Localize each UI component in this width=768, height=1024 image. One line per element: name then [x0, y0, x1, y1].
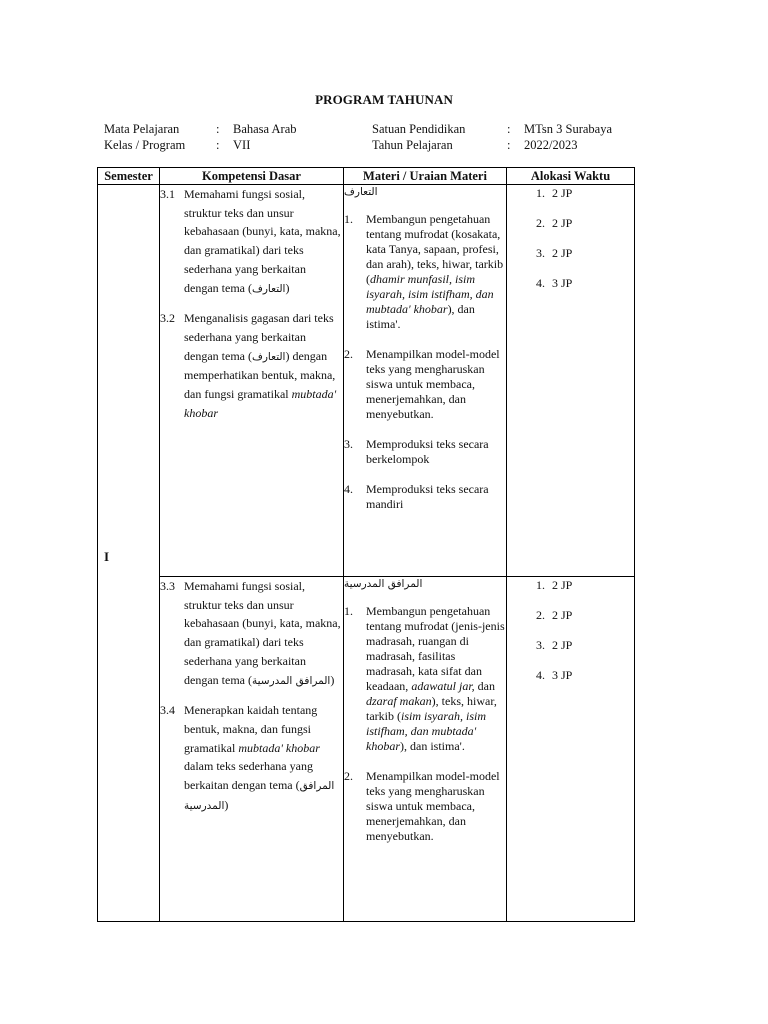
text-segment: Menampilkan model-model teks yang mengharuskan siswa untuk membaca, menerjemahkan, dan menyebutkan.: [366, 769, 500, 843]
materi-item: [344, 482, 506, 512]
materi-text: [366, 212, 506, 332]
semester-cell: [98, 185, 160, 922]
info-value: Bahasa Arab: [233, 122, 297, 136]
kd-number: 3.4: [160, 703, 175, 718]
alokasi-item: [507, 245, 634, 261]
italic-term: mubtada' khobar: [184, 387, 337, 420]
header-materi: Materi / Uraian Materi: [344, 168, 507, 185]
arabic-text: المرافق المدرسية: [251, 674, 331, 687]
text-segment: ), dan istima'.: [366, 302, 475, 331]
materi-item: [344, 604, 506, 754]
materi-text: [366, 347, 506, 422]
alokasi-waktu-cell: [507, 577, 635, 922]
italic-term: adawatul jar,: [411, 679, 475, 693]
text-segment: ): [330, 672, 335, 687]
kompetensi-dasar-cell: [160, 185, 344, 577]
text-segment: Menganalisis gagasan dari teks sederhana yang berkaitan dengan tema (: [184, 311, 334, 363]
info-left: [104, 122, 297, 153]
text-segment: Memproduksi teks secara berkelompok: [366, 437, 489, 466]
materi-number: 3.: [344, 437, 353, 451]
table-row: [98, 577, 635, 922]
kd-text: [184, 309, 343, 422]
kd-number: 3.1: [160, 187, 175, 201]
alokasi-waktu-cell: [507, 185, 635, 577]
arabic-text: التعارف: [251, 282, 286, 295]
materi-item: [344, 437, 506, 467]
info-colon: :: [216, 137, 220, 152]
kd-item: [160, 577, 343, 690]
materi-text: [366, 769, 506, 844]
alokasi-item: [507, 275, 634, 291]
materi-number: 2.: [344, 769, 353, 783]
header-kompetensi-dasar: Kompetensi Dasar: [160, 168, 344, 185]
info-value: VII: [233, 137, 251, 152]
alokasi-value: 2 JP: [552, 578, 573, 592]
info-colon: :: [216, 122, 220, 136]
text-segment: Memproduksi teks secara mandiri: [366, 482, 489, 511]
text-segment: Membangun pengetahuan tentang mufrodat (jenis-jenis madrasah, ruangan di madrasah, fasilitas madrasah, kata sifat dan keadaan,: [366, 604, 505, 693]
italic-term: dzaraf makan: [366, 694, 432, 708]
text-segment: dalam teks sederhana yang berkaitan dengan tema (: [184, 759, 313, 793]
info-right: [372, 122, 612, 153]
text-segment: Menampilkan model-model teks yang mengharuskan siswa untuk membaca, menerjemahkan, dan menyebutkan.: [366, 347, 500, 421]
italic-term: mubtada' khobar: [238, 740, 320, 755]
alokasi-number: 2.: [536, 608, 545, 622]
materi-theme-arabic: المرافق المدرسية: [344, 578, 423, 590]
materi-item: [344, 769, 506, 844]
text-segment: ) dengan memperhatikan bentuk, makna, dan fungsi gramatikal: [184, 348, 336, 402]
italic-term: dhamir munfasil, isim isyarah, isim istifham, dan mubtada' khobar: [366, 272, 494, 316]
info-row-satuan-pendidikan: [372, 122, 612, 138]
materi-theme-arabic: التعارف: [344, 186, 378, 198]
alokasi-value: 2 JP: [552, 608, 573, 622]
text-segment: Memahami fungsi sosial, struktur teks dan unsur kebahasaan (bunyi, kata, makna, dan gramatikal) dari teks sederhana yang berkaitan dengan tema (: [184, 579, 341, 687]
kd-text: [184, 577, 343, 690]
materi-item: [344, 347, 506, 422]
kd-item: [160, 309, 343, 422]
info-colon: :: [507, 137, 511, 152]
info-label: Satuan Pendidikan: [372, 122, 466, 136]
kd-item: [160, 185, 343, 298]
alokasi-value: 2 JP: [552, 638, 573, 652]
italic-term: isim isyarah, isim istifham, dan mubtada' khobar: [366, 709, 487, 753]
info-row-mata-pelajaran: [104, 122, 297, 138]
kd-number: 3.3: [160, 579, 175, 593]
semester-label: I: [104, 549, 110, 564]
alokasi-value: 3 JP: [552, 276, 573, 290]
kd-text: [184, 185, 343, 298]
alokasi-number: 3.: [536, 246, 545, 260]
arabic-text: المرافق المدرسية: [184, 780, 335, 812]
materi-text: [366, 437, 506, 467]
materi-item: [344, 212, 506, 332]
alokasi-value: 2 JP: [552, 216, 573, 230]
alokasi-value: 2 JP: [552, 186, 573, 200]
alokasi-item: [507, 667, 634, 683]
info-row-kelas: [104, 138, 297, 154]
info-label: Tahun Pelajaran: [372, 137, 453, 152]
alokasi-number: 3.: [536, 638, 545, 652]
alokasi-item: [507, 637, 634, 653]
header-semester: Semester: [98, 168, 160, 185]
materi-number: 1.: [344, 604, 353, 618]
info-label: Kelas / Program: [104, 137, 186, 152]
table-row: [98, 185, 635, 577]
text-segment: Membangun pengetahuan tentang mufrodat (kosakata, kata Tanya, sapaan, profesi, dan arah), teks, hiwar, tarkib (: [366, 212, 504, 286]
alokasi-item: [507, 215, 634, 231]
info-value: 2022/2023: [524, 137, 578, 152]
program-table: [97, 167, 635, 922]
kompetensi-dasar-cell: [160, 577, 344, 922]
kd-text: [184, 701, 343, 815]
materi-number: 4.: [344, 482, 353, 496]
info-colon: :: [507, 122, 511, 136]
page-title: PROGRAM TAHUNAN: [315, 92, 453, 107]
text-segment: ): [224, 797, 229, 812]
info-row-tahun-pelajaran: [372, 138, 612, 154]
kd-item: [160, 701, 343, 815]
alokasi-value: 2 JP: [552, 246, 573, 260]
text-segment: ), teks, hiwar, tarkib (: [366, 694, 497, 723]
text-segment: ), dan istima'.: [400, 739, 465, 753]
materi-cell: [344, 577, 507, 922]
info-value: MTsn 3 Surabaya: [524, 122, 613, 136]
materi-text: [366, 604, 506, 754]
alokasi-number: 1.: [536, 186, 545, 200]
text-segment: Menerapkan kaidah tentang bentuk, makna, dan fungsi gramatikal: [184, 703, 318, 755]
text-segment: Memahami fungsi sosial, struktur teks dan unsur kebahasaan (bunyi, kata, makna, dan gramatikal) dari teks sederhana yang berkaitan dengan tema (: [184, 187, 341, 295]
alokasi-item: [507, 577, 634, 593]
text-segment: dan: [474, 679, 495, 693]
alokasi-number: 2.: [536, 216, 545, 230]
table-header-row: [98, 168, 635, 185]
header-alokasi-waktu: Alokasi Waktu: [507, 168, 635, 185]
alokasi-number: 1.: [536, 578, 545, 592]
alokasi-item: [507, 607, 634, 623]
alokasi-number: 4.: [536, 276, 545, 290]
text-segment: ): [285, 280, 290, 295]
alokasi-value: 3 JP: [552, 668, 573, 682]
kd-number: 3.2: [160, 311, 175, 326]
alokasi-item: [507, 185, 634, 201]
materi-cell: [344, 185, 507, 577]
arabic-text: التعارف: [251, 350, 286, 363]
info-label: Mata Pelajaran: [104, 122, 180, 136]
materi-number: 2.: [344, 347, 353, 361]
alokasi-number: 4.: [536, 668, 545, 682]
materi-number: 1.: [344, 212, 353, 226]
materi-text: [366, 482, 506, 512]
